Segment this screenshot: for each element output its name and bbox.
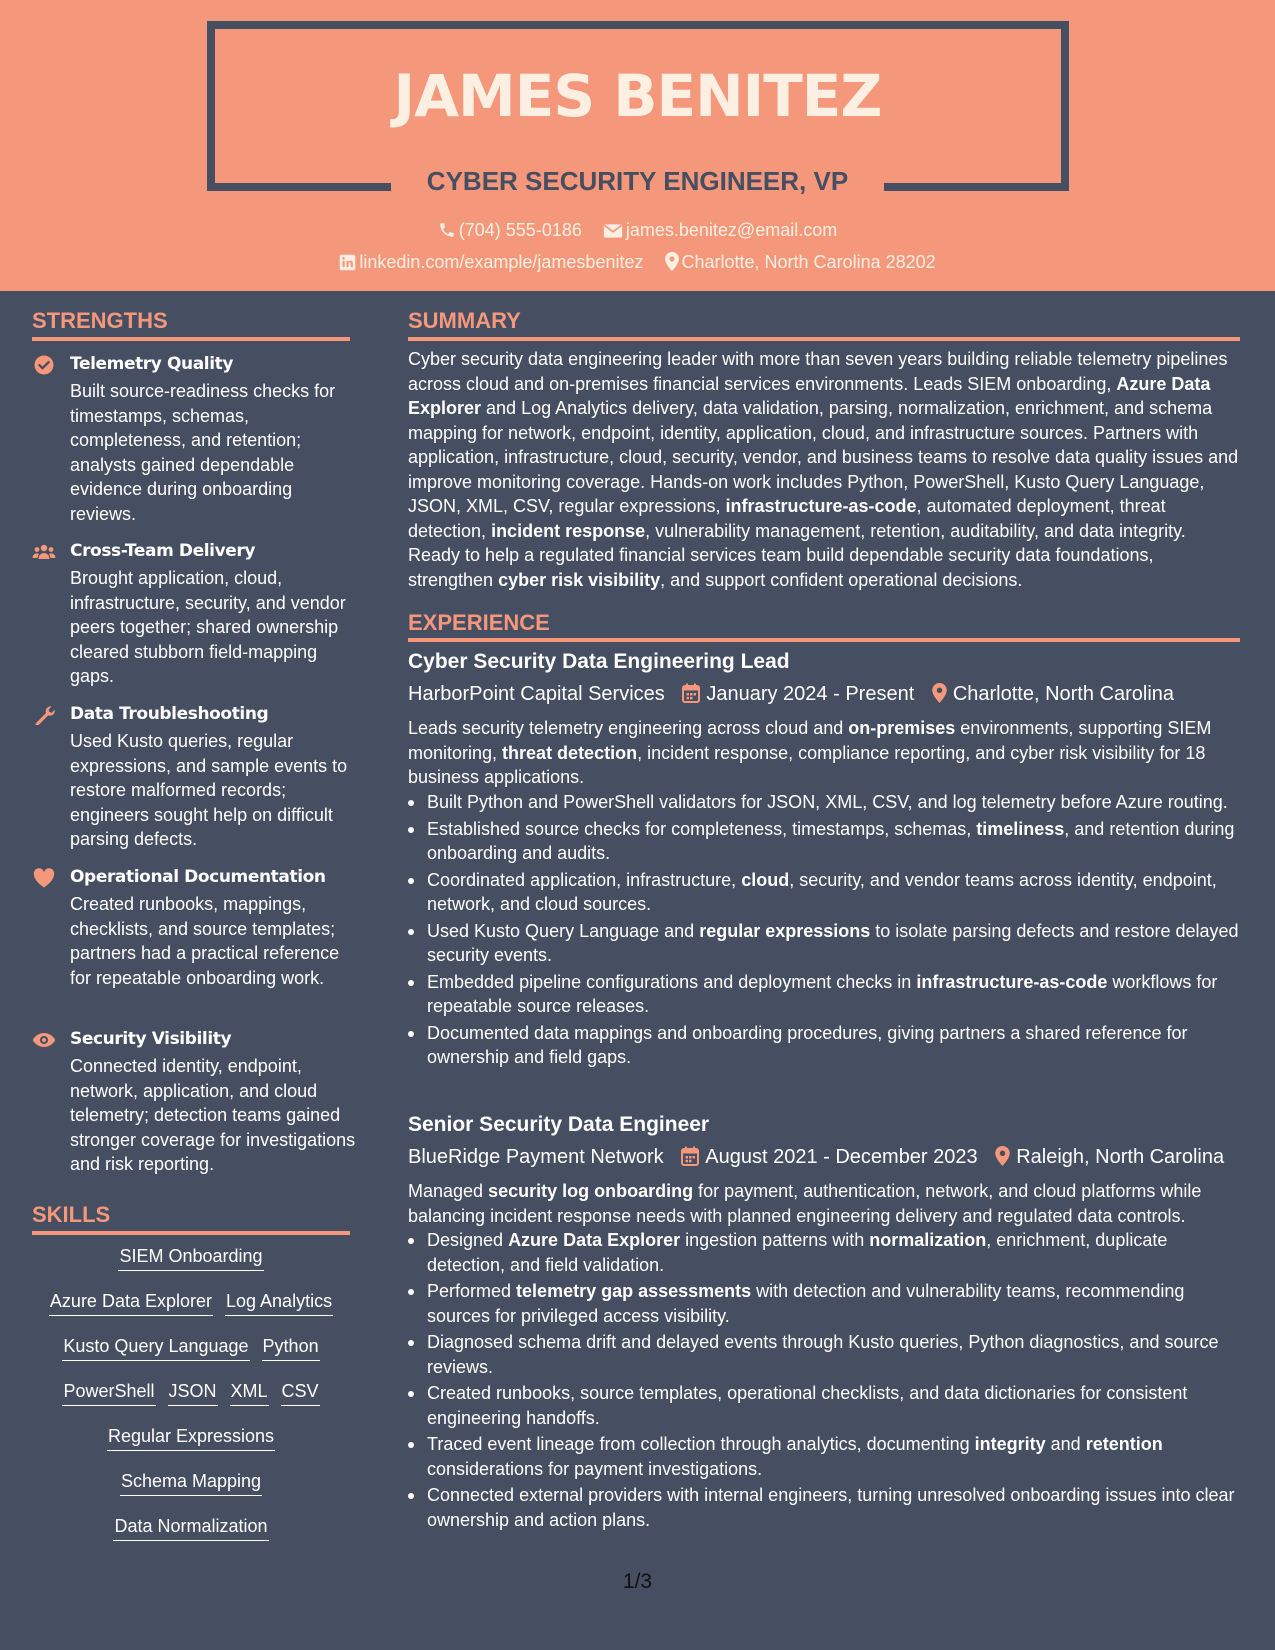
bold-text: normalization	[869, 1230, 987, 1250]
users-icon	[32, 542, 56, 562]
linkedin-contact[interactable]	[339, 252, 643, 273]
bold-text: cyber risk visibility	[498, 569, 661, 590]
skills-heading: SKILLS	[32, 1202, 111, 1227]
email-contact[interactable]	[603, 220, 837, 241]
bold-text: infrastructure-as-code	[725, 496, 917, 516]
calendar-icon	[681, 1146, 699, 1166]
bold-text: telemetry gap assessments	[516, 1281, 752, 1301]
wrench-icon	[32, 705, 56, 725]
bullet-item	[408, 817, 1240, 866]
skill-tag: Kusto Query Language	[62, 1336, 249, 1361]
text-segment: Built Python and PowerShell validators for JSON, XML, CSV, and log telemetry before Azure routing.	[427, 792, 1228, 812]
job-dates: January 2024 - Present	[706, 683, 915, 705]
text-segment: , enrichment, duplicate detection, and field validation.	[427, 1230, 1168, 1275]
location-text: Charlotte, North Carolina 28202	[681, 252, 936, 272]
experience-rule	[408, 638, 1240, 642]
bullet-item	[408, 1483, 1240, 1532]
text-segment: Traced event lineage from collection through analytics, documenting	[427, 1434, 975, 1454]
job-location: Raleigh, North Carolina	[1016, 1146, 1225, 1168]
skill-tag: Log Analytics	[225, 1291, 333, 1316]
phone-icon	[438, 221, 456, 239]
job-meta	[408, 1146, 1224, 1169]
job-bullets	[408, 790, 1240, 1072]
text-segment: ingestion patterns with	[680, 1230, 870, 1250]
email-text: james.benitez@email.com	[625, 220, 838, 240]
bullet-item	[408, 1279, 1240, 1328]
bullet-item	[408, 1021, 1240, 1070]
job-dates: August 2021 - December 2023	[705, 1146, 978, 1168]
text-segment: Used Kusto Query Language and	[427, 920, 700, 941]
text-segment: Performed	[427, 1281, 517, 1301]
summary-paragraph	[408, 347, 1240, 592]
strengths-rule	[32, 337, 350, 341]
text-segment: considerations for payment investigations.	[427, 1458, 763, 1479]
job-bullets	[408, 1228, 1240, 1534]
text-segment: Embedded pipeline configurations and deployment checks in	[427, 971, 917, 992]
strength-description: Connected identity, endpoint, network, application, and cloud telemetry; detection teams gained stronger coverage for investigations and risk reporting.	[70, 1056, 356, 1174]
page-indicator: 1/3	[622, 1570, 653, 1593]
contact-row-1	[0, 220, 1275, 241]
text-segment: to isolate parsing defects and restore delayed security events.	[427, 920, 1239, 965]
skills-row	[32, 1291, 350, 1336]
linkedin-text: linkedin.com/example/jamesbenitez	[359, 252, 644, 272]
text-segment: Leads security telemetry engineering across cloud and	[408, 718, 849, 738]
text-segment: Documented data mappings and onboarding procedures, giving partners a shared reference for ownership and field gaps.	[427, 1022, 1188, 1067]
heart-icon	[32, 868, 56, 888]
text-segment: with detection and vulnerability teams, recommending sources for privileged access visibility.	[427, 1281, 1185, 1326]
skill-tag: Data Normalization	[113, 1516, 268, 1541]
skill-tag: XML	[230, 1381, 269, 1406]
skill-tag: Azure Data Explorer	[49, 1291, 213, 1316]
job-title: Cyber Security Data Engineering Lead	[408, 650, 790, 673]
text-segment: workflows for repeatable source releases.	[427, 971, 1218, 1016]
strength-title: Telemetry Quality	[70, 354, 234, 374]
bold-text: threat detection	[502, 742, 638, 763]
text-segment: , vulnerability management, retention, auditability, and data integrity. Ready to help a regulated financial services team build dependable security data foundations, strengthen	[408, 520, 1186, 590]
skill-tag: Regular Expressions	[107, 1426, 275, 1451]
text-segment: Created runbooks, source templates, operational checklists, and data dictionaries for consistent engineering handoffs.	[427, 1383, 1188, 1428]
text-segment: and	[1045, 1434, 1086, 1454]
skills-row	[32, 1336, 350, 1381]
phone-text: (704) 555-0186	[458, 220, 582, 240]
job-intro	[408, 716, 1240, 790]
text-segment: , automated deployment, threat detection,	[408, 496, 1166, 541]
contact-row-2	[0, 252, 1275, 273]
skills-row	[32, 1516, 350, 1561]
text-segment: , incident response, compliance reporting, and cyber risk visibility for 18 business applications.	[408, 742, 1206, 787]
job-location: Charlotte, North Carolina	[952, 683, 1175, 705]
summary-heading: SUMMARY	[408, 308, 521, 333]
skill-tag: Python	[262, 1336, 320, 1361]
text-segment: Cyber security data engineering leader with more than seven years building reliable telemetry pipelines across cloud and on-premises financial services environments. Leads SIEM onboarding,	[408, 349, 1228, 394]
strengths-heading: STRENGTHS	[32, 308, 168, 333]
map-pin-icon	[665, 252, 679, 271]
skill-tag: PowerShell	[62, 1381, 155, 1406]
bullet-item	[408, 1228, 1240, 1277]
bold-text: timeliness	[976, 818, 1065, 839]
strength-description: Brought application, cloud, infrastructure, security, and vendor peers together; shared ownership cleared stubborn field-mapping gaps.	[70, 568, 346, 686]
strength-title: Data Troubleshooting	[70, 704, 269, 724]
skill-tag: JSON	[168, 1381, 218, 1406]
bullet-item	[408, 1381, 1240, 1430]
strength-description: Used Kusto queries, regular expressions, and sample events to restore malformed records; engineers sought help on difficult parsing defects.	[70, 731, 348, 849]
text-segment: environments, supporting SIEM monitoring,	[408, 718, 1212, 763]
bold-text: regular expressions	[699, 920, 871, 941]
strength-title: Cross-Team Delivery	[70, 541, 256, 561]
linkedin-icon	[339, 254, 356, 271]
job-meta	[408, 683, 1174, 706]
skill-tag: Schema Mapping	[120, 1471, 262, 1496]
bold-text: Azure Data Explorer	[508, 1230, 681, 1250]
skills-rule	[32, 1231, 350, 1235]
bullet-item	[408, 790, 1240, 815]
company-name: BlueRidge Payment Network	[408, 1146, 664, 1168]
location-contact	[665, 252, 936, 273]
bold-text: security log onboarding	[488, 1181, 694, 1201]
skills-list	[32, 1246, 350, 1561]
text-segment: Coordinated application, infrastructure,	[427, 869, 742, 890]
bold-text: retention	[1085, 1434, 1163, 1454]
bullet-item	[408, 868, 1240, 917]
bold-text: infrastructure-as-code	[916, 971, 1108, 992]
bold-text: Azure Data Explorer	[408, 373, 1211, 418]
bold-text: integrity	[974, 1434, 1046, 1454]
bold-text: cloud	[741, 869, 790, 890]
map-pin-icon	[932, 683, 947, 703]
text-segment: Managed	[408, 1181, 489, 1201]
bullet-item	[408, 919, 1240, 968]
skills-row	[32, 1381, 350, 1426]
phone-contact[interactable]	[438, 220, 582, 241]
experience-heading: EXPERIENCE	[408, 610, 550, 635]
text-segment: for payment, authentication, network, and cloud platforms while balancing incident response needs with planned engineering delivery and regulated data controls.	[408, 1181, 1202, 1226]
text-segment: , security, and vendor teams across identity, endpoint, network, and cloud sources.	[427, 869, 1217, 914]
text-segment: and Log Analytics delivery, data validation, parsing, normalization, enrichment, and schema mapping for network, endpoint, identity, application, cloud, and infrastructure sources. Partners with application, infrastructure, cloud, security, vendor, and business teams to resolve data quality issues and improve monitoring coverage. Hands-on work includes Python, PowerShell, Kusto Query Language, JSON, XML, CSV, regular expressions,	[408, 398, 1239, 516]
skill-tag: CSV	[281, 1381, 320, 1406]
skills-row	[32, 1471, 350, 1516]
strength-title: Operational Documentation	[70, 867, 326, 887]
text-segment: Designed	[427, 1230, 509, 1250]
text-segment: Established source checks for completeness, timestamps, schemas,	[427, 818, 977, 839]
text-segment: , and support confident operational decisions.	[660, 569, 1023, 590]
bold-text: incident response	[491, 520, 646, 541]
strength-description: Built source-readiness checks for timestamps, schemas, completeness, and retention; analysts gained dependable evidence during onboarding reviews.	[70, 381, 336, 524]
header-banner	[0, 0, 1275, 291]
calendar-icon	[682, 683, 700, 703]
bullet-item	[408, 1330, 1240, 1379]
skill-tag: SIEM Onboarding	[118, 1246, 263, 1271]
skills-row	[32, 1246, 350, 1291]
text-segment: , and retention during onboarding and audits.	[427, 818, 1235, 863]
bullet-item	[408, 1432, 1240, 1481]
strength-description: Created runbooks, mappings, checklists, and source templates; partners had a practical reference for repeatable onboarding work.	[70, 894, 340, 988]
job-title: Senior Security Data Engineer	[408, 1113, 710, 1136]
skills-row	[32, 1426, 350, 1471]
map-pin-icon	[995, 1146, 1010, 1166]
strength-title: Security Visibility	[70, 1029, 232, 1049]
job-intro	[408, 1179, 1240, 1228]
candidate-name: JAMES BENITEZ	[393, 62, 882, 130]
text-segment: Diagnosed schema drift and delayed events through Kusto queries, Python diagnostics, and source reviews.	[427, 1332, 1219, 1377]
job-role: CYBER SECURITY ENGINEER, VP	[426, 166, 849, 196]
bold-text: on-premises	[848, 718, 956, 738]
bullet-item	[408, 970, 1240, 1019]
text-segment: Connected external providers with internal engineers, turning unresolved onboarding issues into clear ownership and action plans.	[427, 1485, 1235, 1530]
eye-icon	[32, 1030, 56, 1050]
check-circle-icon	[32, 355, 56, 375]
company-name: HarborPoint Capital Services	[408, 683, 665, 705]
envelope-icon	[603, 223, 623, 239]
summary-rule	[408, 337, 1240, 341]
